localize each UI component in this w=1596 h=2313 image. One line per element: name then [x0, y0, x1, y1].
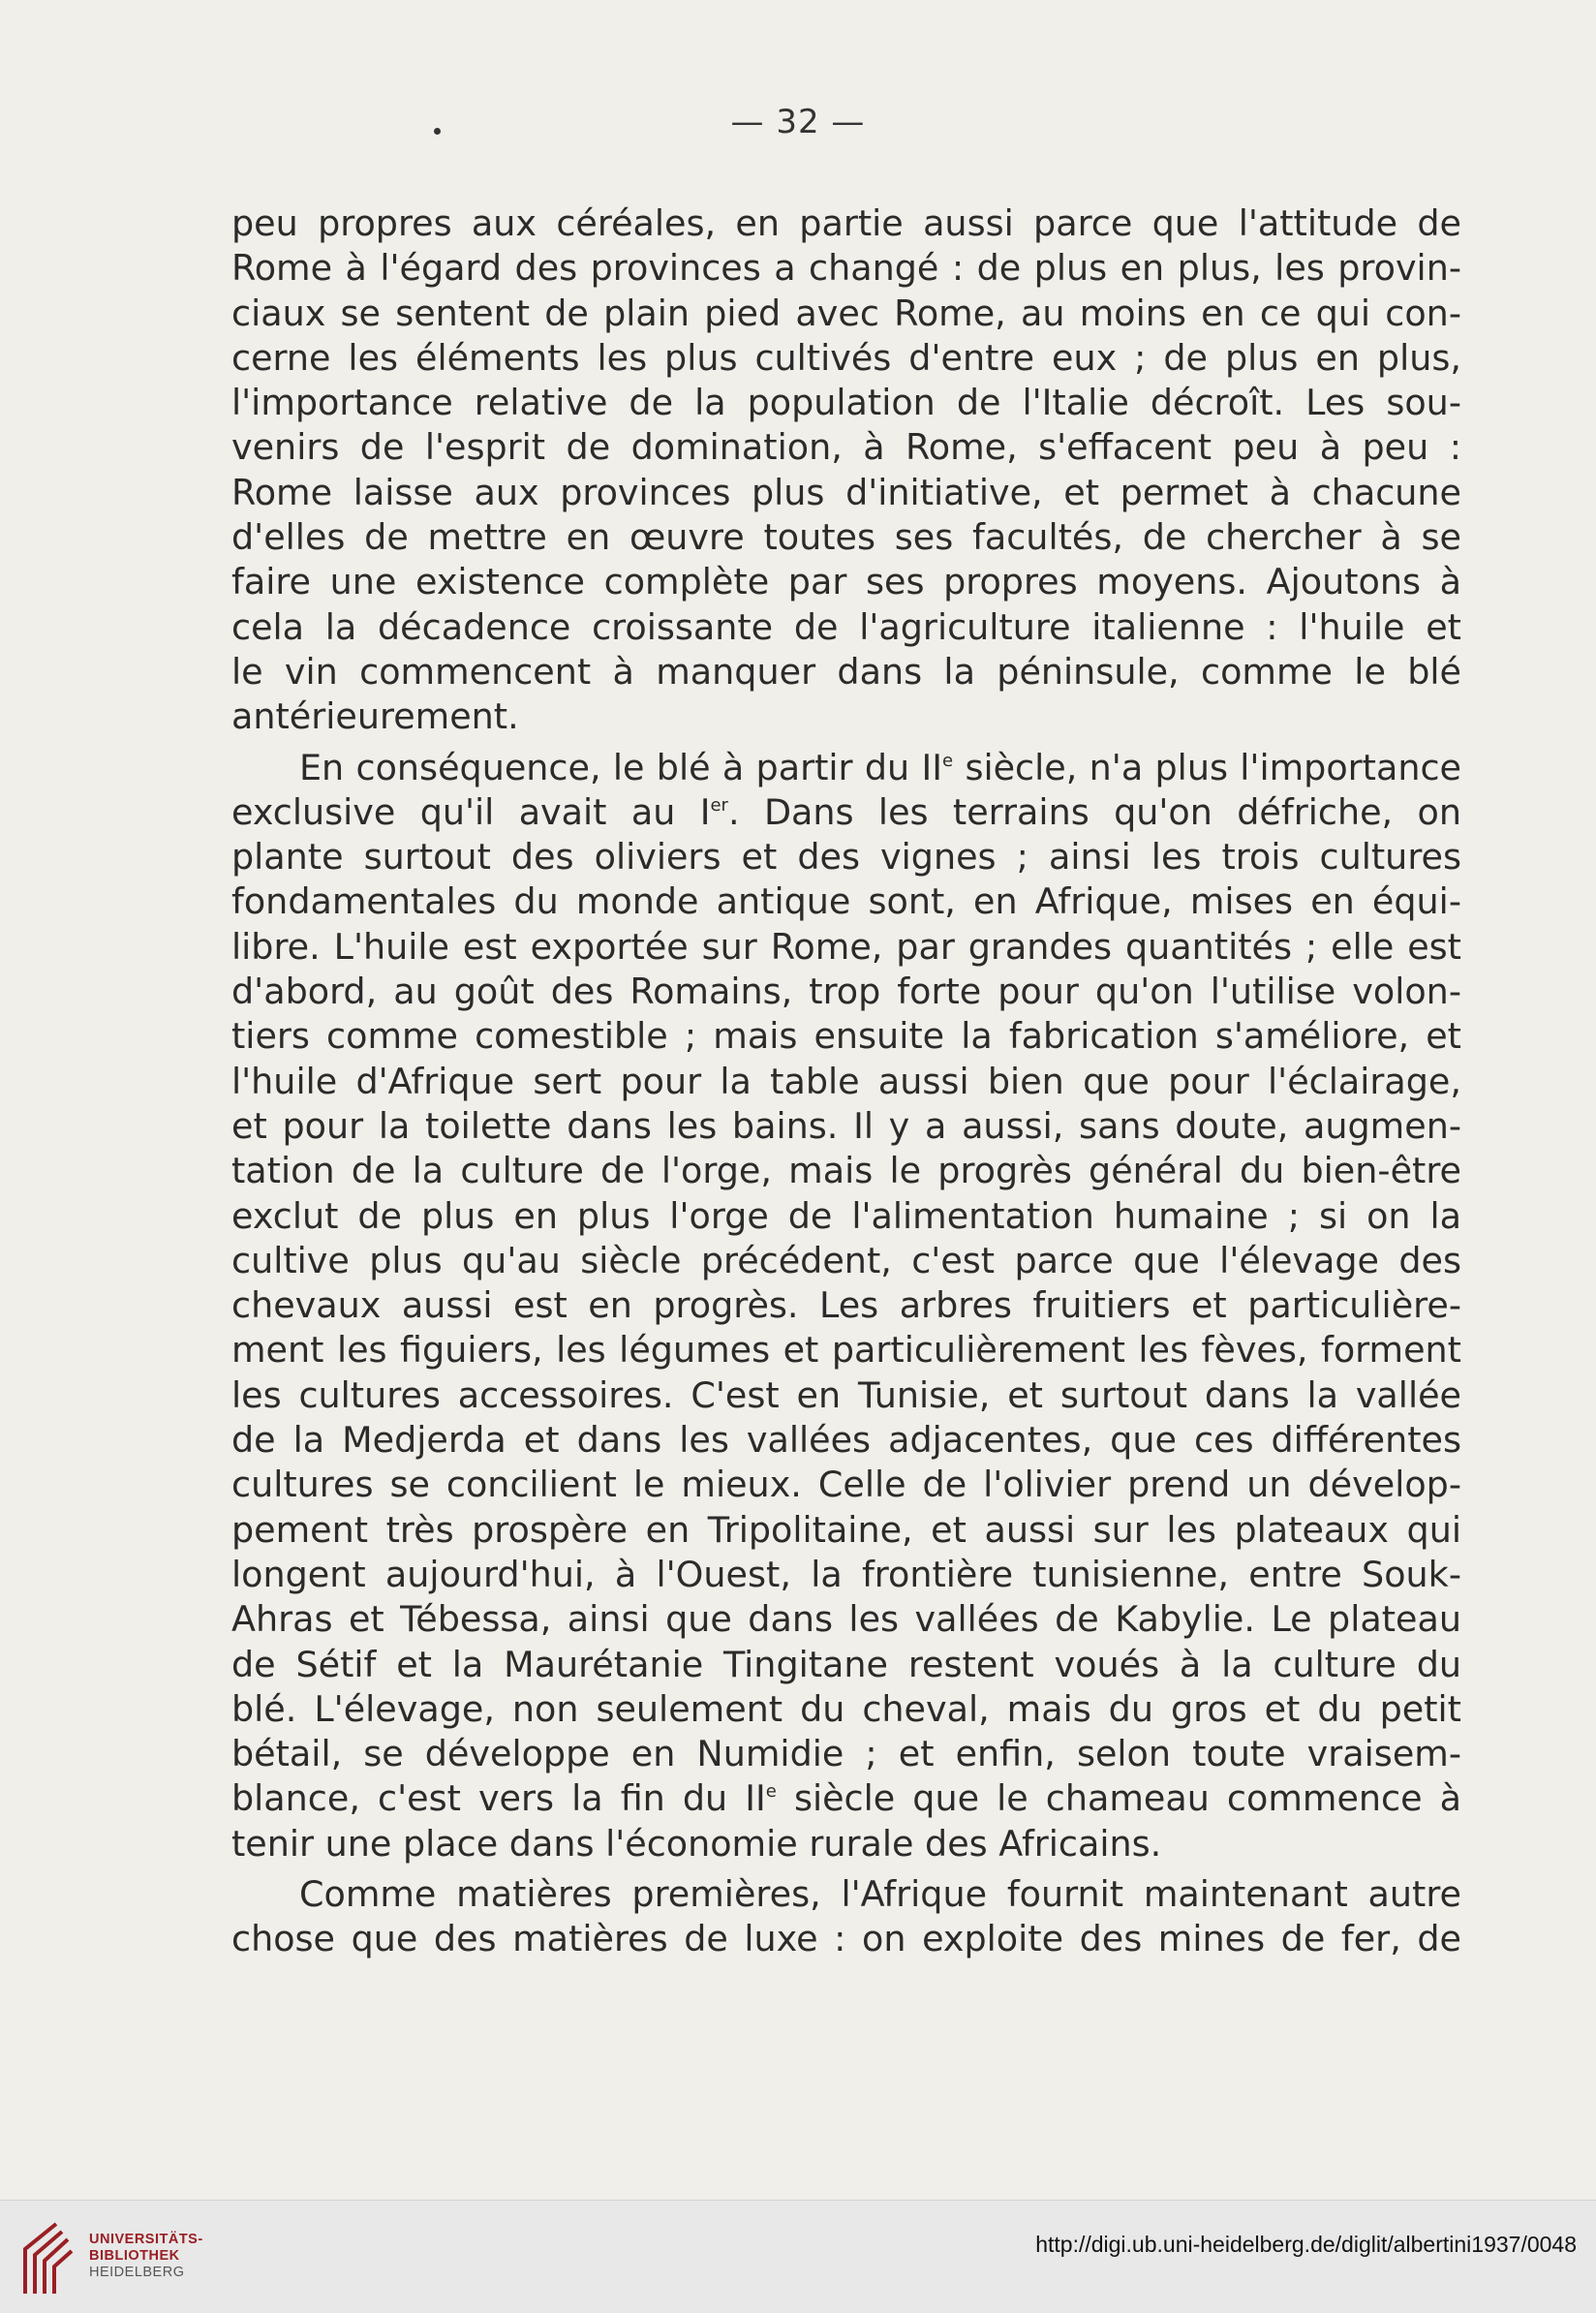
- text-line: cultures se concilient le mieux. Celle de l'olivier prend un dévelop-: [231, 1464, 1461, 1506]
- text-line: les cultures accessoires. C'est en Tunisie, et surtout dans la vallée: [231, 1373, 1461, 1416]
- text-line: peu propres aux céréales, en partie aussi parce que l'attitude de: [231, 202, 1461, 244]
- text-line: d'abord, au goût des Romains, trop forte pour qu'on l'utilise volon-: [231, 971, 1461, 1013]
- text-line: fondamentales du monde antique sont, en Afrique, mises en équi-: [231, 880, 1461, 923]
- text-line: d'elles de mettre en œuvre toutes ses facultés, de chercher à se: [231, 516, 1461, 559]
- text-line: tenir une place dans l'économie rurale des Africains.: [231, 1822, 1162, 1865]
- text-line: En conséquence, le blé à partir du IIe siècle, n'a plus l'importance: [299, 746, 1462, 788]
- text-line: ment les figuiers, les légumes et particulièrement les fèves, forment: [231, 1329, 1461, 1372]
- library-name: [89, 2232, 203, 2281]
- text-line: faire une existence complète par ses propres moyens. Ajoutons à: [231, 561, 1461, 603]
- text-line: Comme matières premières, l'Afrique fournit maintenant autre: [299, 1872, 1461, 1915]
- text-line: tiers comme comestible ; mais ensuite la fabrication s'améliore, et: [231, 1015, 1461, 1058]
- library-line-1: UNIVERSITÄTS-: [89, 2232, 203, 2247]
- text-line: cela la décadence croissante de l'agriculture italienne : l'huile et: [231, 605, 1461, 648]
- text-line: venirs de l'esprit de domination, à Rome, s'effacent peu à peu :: [231, 426, 1461, 469]
- text-line: cerne les éléments les plus cultivés d'entre eux ; de plus en plus,: [231, 336, 1461, 379]
- text-line: exclusive qu'il avait au Ier. Dans les terrains qu'on défriche, on: [231, 790, 1461, 833]
- text-line: Rome laisse aux provinces plus d'initiative, et permet à chacune: [231, 471, 1461, 513]
- text-line: ciaux se sentent de plain pied avec Rome, au moins en ce qui con-: [231, 292, 1461, 334]
- library-line-3: HEIDELBERG: [89, 2265, 185, 2280]
- page-number: — 32 —: [730, 103, 866, 141]
- text-line: l'importance relative de la population de l'Italie décroît. Les sou-: [231, 382, 1461, 424]
- text-line: longent aujourd'hui, à l'Ouest, la frontière tunisienne, entre Souk-: [231, 1553, 1461, 1595]
- text-line: chevaux aussi est en progrès. Les arbres fruitiers et particulière-: [231, 1284, 1461, 1327]
- library-line-2: BIBLIOTHEK: [89, 2248, 180, 2264]
- text-line: le vin commencent à manquer dans la péninsule, comme le blé: [231, 650, 1461, 693]
- text-line: bétail, se développe en Numidie ; et enfin, selon toute vraisem-: [231, 1733, 1461, 1775]
- text-line: tation de la culture de l'orge, mais le progrès général du bien-être: [231, 1150, 1461, 1192]
- text-line: l'huile d'Afrique sert pour la table aussi bien que pour l'éclairage,: [231, 1060, 1461, 1102]
- text-line: libre. L'huile est exportée sur Rome, par grandes quantités ; elle est: [231, 925, 1461, 968]
- text-line: de la Medjerda et dans les vallées adjacentes, que ces différentes: [231, 1419, 1461, 1462]
- text-line: plante surtout des oliviers et des vignes ; ainsi les trois cultures: [231, 836, 1461, 879]
- body-text: [231, 201, 1461, 1962]
- text-line: pement très prospère en Tripolitaine, et aussi sur les plateaux qui: [231, 1508, 1461, 1551]
- source-url[interactable]: http://digi.ub.uni-heidelberg.de/diglit/albertini1937/0048: [1035, 2232, 1577, 2257]
- text-line: cultive plus qu'au siècle précédent, c'est parce que l'élevage des: [231, 1239, 1461, 1281]
- library-logo-icon: [17, 2220, 76, 2298]
- text-line: Ahras et Tébessa, ainsi que dans les vallées de Kabylie. Le plateau: [231, 1598, 1461, 1641]
- text-line: chose que des matières de luxe : on exploite des mines de fer, de: [231, 1918, 1461, 1960]
- text-line: et pour la toilette dans les bains. Il y a aussi, sans doute, augmen-: [231, 1104, 1461, 1147]
- text-line: exclut de plus en plus l'orge de l'alimentation humaine ; si on la: [231, 1194, 1461, 1237]
- text-line: antérieurement.: [231, 695, 519, 738]
- text-line: blance, c'est vers la fin du IIe siècle que le chameau commence à: [231, 1777, 1461, 1820]
- text-line: de Sétif et la Maurétanie Tingitane restent voués à la culture du: [231, 1643, 1461, 1685]
- digitization-footer: [0, 2200, 1596, 2313]
- text-line: blé. L'élevage, non seulement du cheval, mais du gros et du petit: [231, 1687, 1461, 1730]
- text-line: Rome à l'égard des provinces a changé : de plus en plus, les provin-: [231, 247, 1461, 290]
